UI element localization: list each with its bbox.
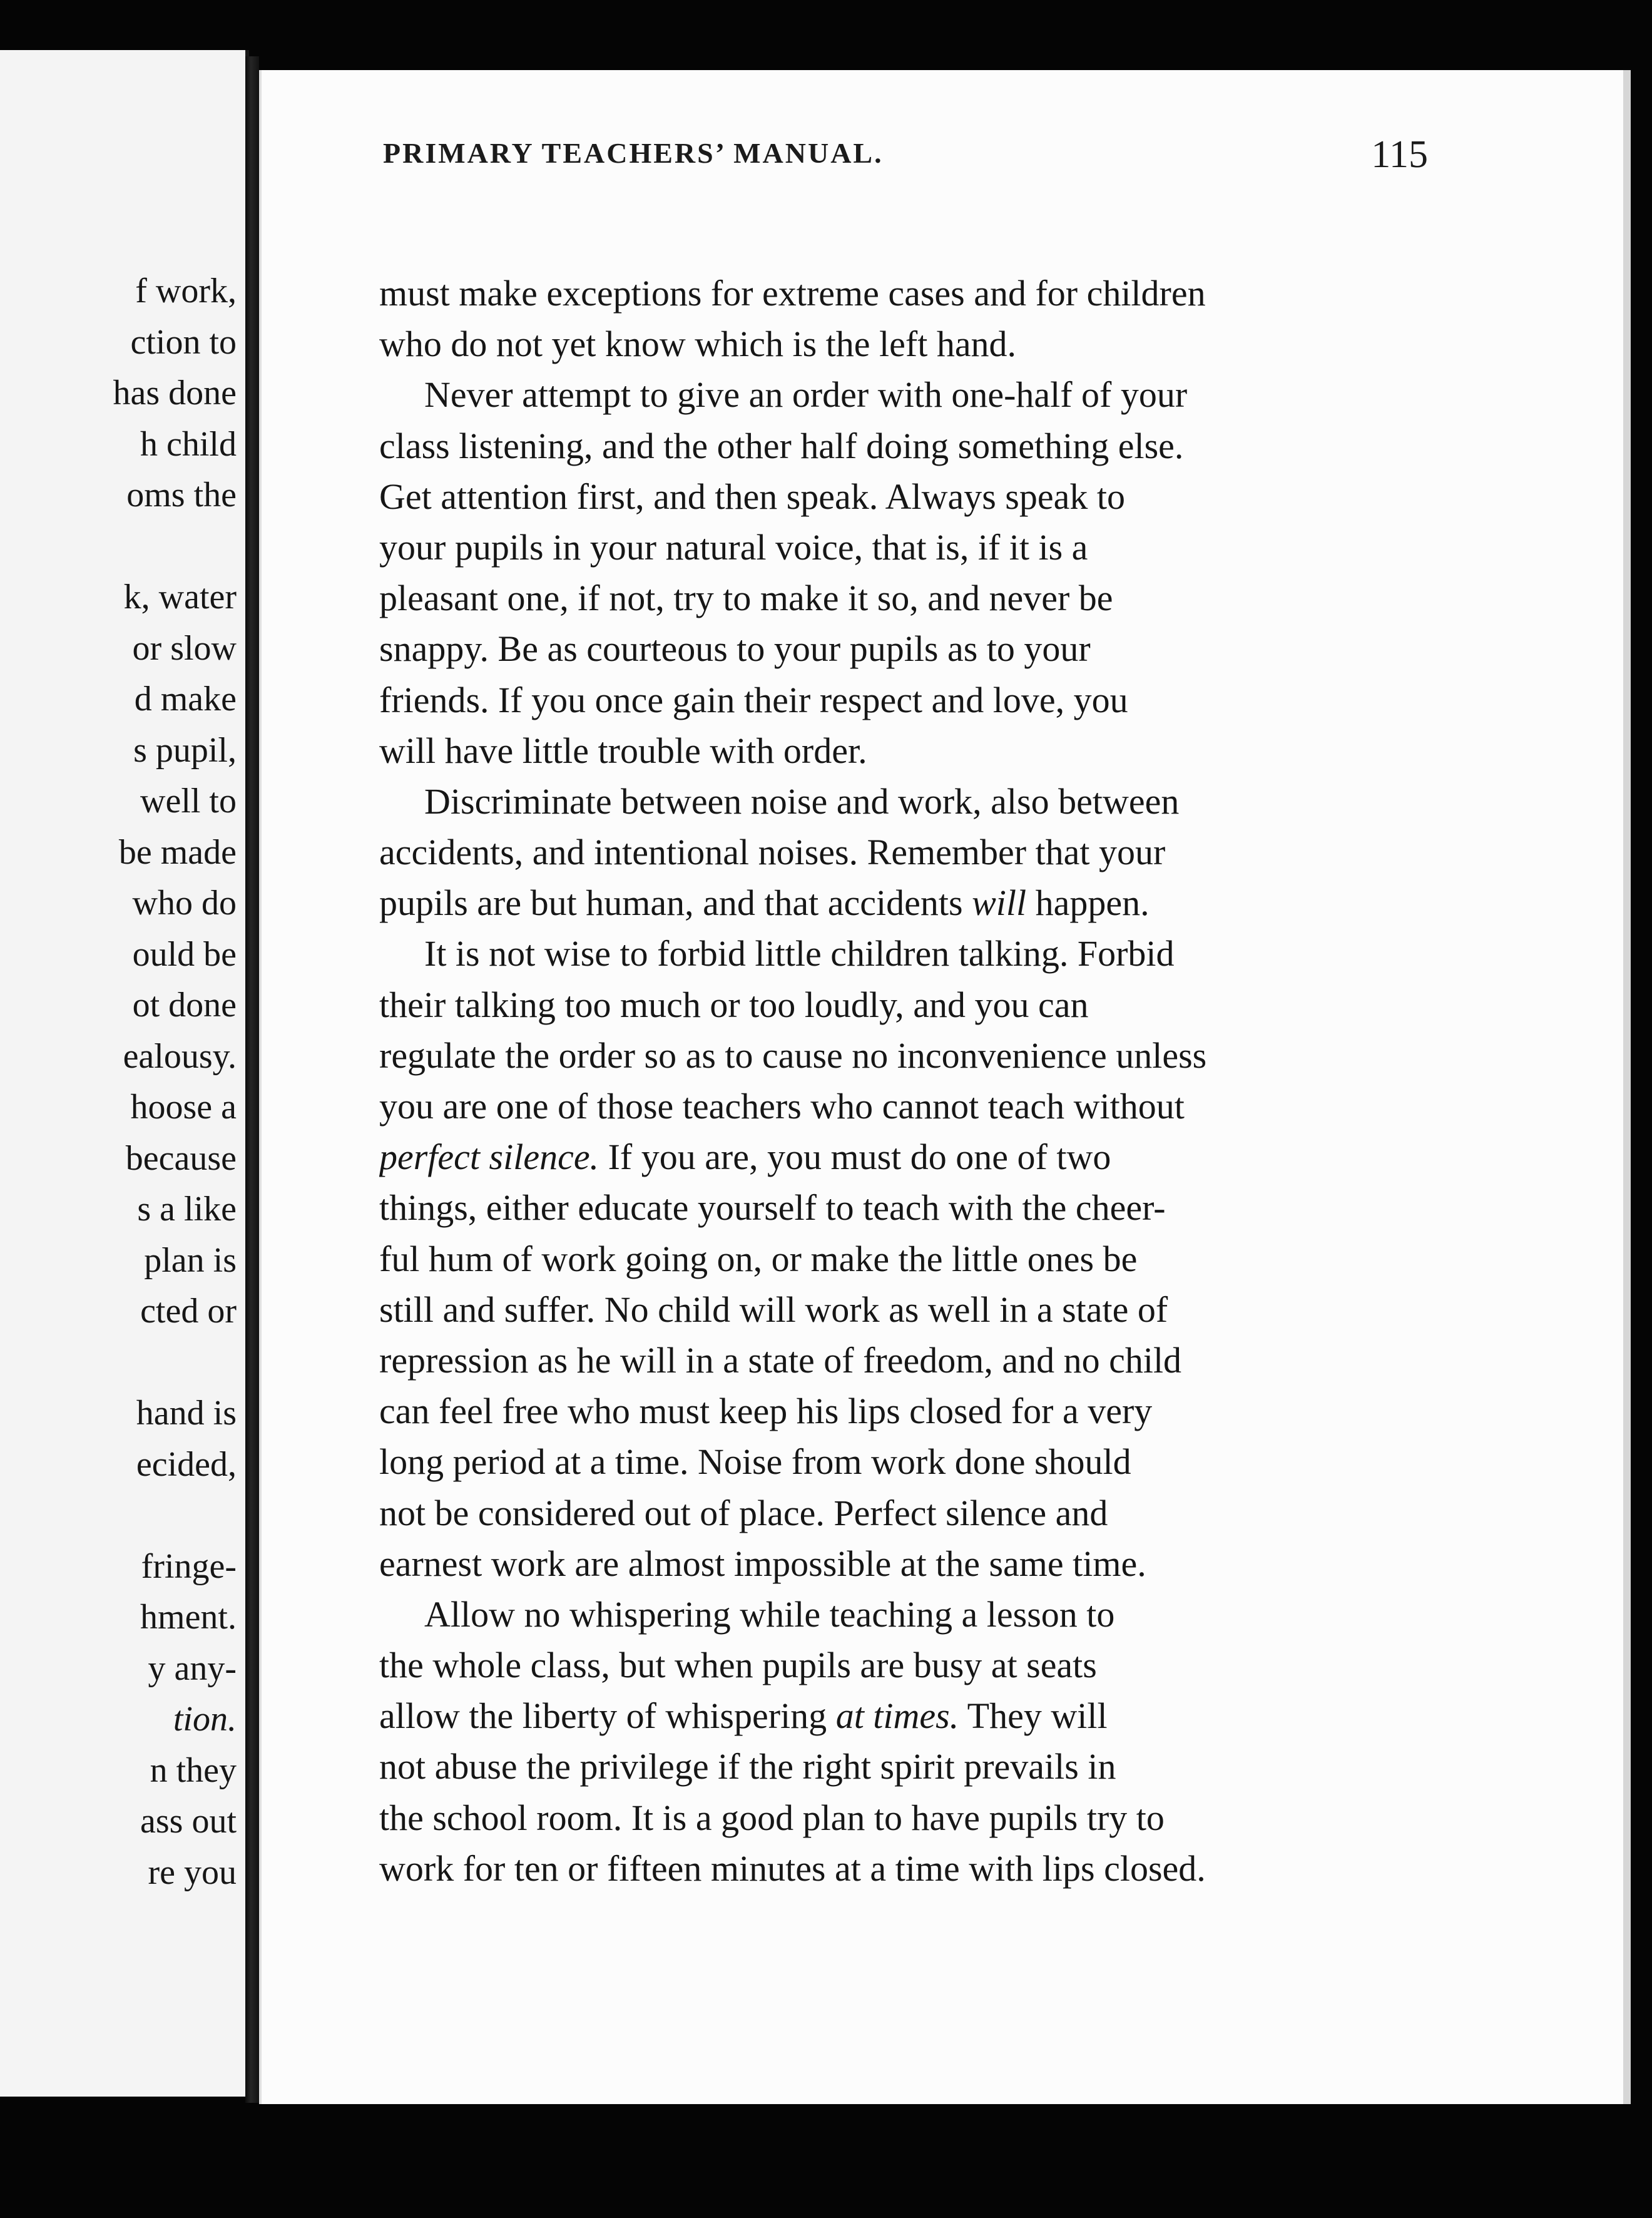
facing-page-line: well to bbox=[140, 782, 237, 820]
text-line bbox=[379, 827, 1421, 877]
running-head bbox=[383, 133, 1428, 189]
facing-page-line: ealousy. bbox=[123, 1036, 237, 1076]
text-line bbox=[379, 1690, 1421, 1741]
text-line bbox=[379, 1538, 1421, 1589]
facing-page-line: cted or bbox=[140, 1292, 237, 1331]
line-text: snappy. Be as courteous to your pupils as to your bbox=[379, 628, 1091, 670]
facing-page-left bbox=[0, 50, 249, 2097]
line-text: the school room. It is a good plan to have pupils try to bbox=[379, 1797, 1165, 1838]
text-line bbox=[379, 1081, 1421, 1132]
facing-page-line: h child bbox=[140, 424, 237, 464]
line-text: will have little trouble with order. bbox=[379, 730, 867, 771]
text-line bbox=[379, 1284, 1421, 1335]
line-text: can feel free who must keep his lips closed for a very bbox=[379, 1391, 1153, 1432]
italic-phrase: will bbox=[972, 882, 1027, 924]
line-text: repression as he will in a state of freedom, and no child bbox=[379, 1339, 1182, 1381]
facing-page-line: re you bbox=[148, 1853, 237, 1892]
line-text: Never attempt to give an order with one-half of your bbox=[424, 374, 1188, 416]
line-text: Get attention first, and then speak. Always speak to bbox=[379, 476, 1125, 517]
body-text bbox=[379, 268, 1421, 1894]
facing-page-line: or slow bbox=[132, 628, 237, 668]
line-text: earnest work are almost impossible at the same time. bbox=[379, 1543, 1146, 1584]
text-line bbox=[379, 421, 1421, 471]
italic-phrase: perfect silence. bbox=[379, 1137, 599, 1178]
italic-phrase: at times. bbox=[835, 1695, 959, 1737]
page-number: 115 bbox=[1371, 133, 1428, 176]
line-text: must make exceptions for extreme cases and for children bbox=[379, 273, 1206, 314]
text-line bbox=[379, 1436, 1421, 1487]
line-text: long period at a time. Noise from work done should bbox=[379, 1441, 1131, 1483]
line-text: allow the liberty of whispering bbox=[379, 1695, 827, 1737]
facing-page-line: ould be bbox=[132, 934, 237, 974]
text-line bbox=[379, 1741, 1421, 1792]
facing-page-line: d make bbox=[134, 680, 237, 718]
text-line bbox=[379, 1030, 1421, 1081]
facing-page-line: hment. bbox=[140, 1598, 237, 1637]
text-line bbox=[379, 675, 1421, 725]
facing-page-line: be made bbox=[118, 832, 237, 872]
text-line bbox=[379, 776, 1421, 827]
line-text-tail: They will bbox=[959, 1695, 1108, 1737]
text-line bbox=[379, 877, 1421, 928]
line-text: Allow no whispering while teaching a lesson to bbox=[424, 1593, 1115, 1635]
facing-page-line bbox=[0, 1337, 237, 1389]
facing-page-line bbox=[0, 521, 237, 573]
line-text: Discriminate between noise and work, also between bbox=[424, 780, 1180, 822]
facing-page-line: ction to bbox=[130, 322, 237, 362]
line-text: If you are, you must do one of two bbox=[599, 1137, 1111, 1178]
text-line bbox=[379, 1234, 1421, 1284]
facing-page-line: ot done bbox=[132, 986, 237, 1025]
text-line bbox=[379, 1640, 1421, 1690]
line-text: who do not yet know which is the left hand. bbox=[379, 324, 1017, 365]
facing-page-line: who do bbox=[132, 884, 237, 922]
line-text: things, either educate yourself to teach with the cheer- bbox=[379, 1187, 1166, 1229]
facing-page-line: oms the bbox=[126, 476, 237, 514]
text-line bbox=[379, 1488, 1421, 1538]
line-text: not be considered out of place. Perfect silence and bbox=[379, 1492, 1108, 1533]
facing-page-line: hand is bbox=[136, 1394, 237, 1433]
facing-page-line: k, water bbox=[123, 578, 237, 616]
text-line bbox=[379, 268, 1421, 319]
line-text: pupils are but human, and that accidents bbox=[379, 882, 963, 924]
text-line bbox=[379, 1182, 1421, 1233]
line-text: class listening, and the other half doing something else. bbox=[379, 425, 1184, 466]
text-line bbox=[379, 1335, 1421, 1386]
facing-page-line: f work, bbox=[135, 272, 237, 310]
text-line bbox=[379, 471, 1421, 522]
line-text-tail: happen. bbox=[1026, 882, 1150, 924]
facing-page-line: ass out bbox=[140, 1802, 237, 1841]
line-text: still and suffer. No child will work as well in a state of bbox=[379, 1289, 1168, 1330]
line-text: It is not wise to forbid little children talking. Forbid bbox=[424, 933, 1175, 974]
line-text: not abuse the privilege if the right spirit prevails in bbox=[379, 1746, 1116, 1787]
facing-page-line: has done bbox=[113, 374, 237, 412]
text-line bbox=[379, 369, 1421, 420]
text-line bbox=[379, 623, 1421, 674]
text-line bbox=[379, 1132, 1421, 1182]
line-text: ful hum of work going on, or make the little ones be bbox=[379, 1238, 1138, 1279]
line-text: your pupils in your natural voice, that is, if it is a bbox=[379, 526, 1088, 568]
facing-page-line: ecided, bbox=[136, 1444, 237, 1484]
text-line bbox=[379, 979, 1421, 1030]
facing-page-line: s a like bbox=[137, 1190, 237, 1229]
line-text: pleasant one, if not, try to make it so, and never be bbox=[379, 578, 1113, 619]
text-line bbox=[379, 725, 1421, 776]
line-text: accidents, and intentional noises. Remember that your bbox=[379, 832, 1166, 873]
text-line bbox=[379, 1589, 1421, 1640]
text-line bbox=[379, 1386, 1421, 1436]
facing-page-line: because bbox=[125, 1138, 237, 1178]
facing-page-line bbox=[0, 1490, 237, 1541]
facing-page-line: y any- bbox=[148, 1648, 237, 1688]
line-text: regulate the order so as to cause no inconvenience unless bbox=[379, 1035, 1207, 1076]
text-line bbox=[379, 522, 1421, 573]
book-gutter bbox=[245, 56, 259, 2103]
text-line bbox=[379, 319, 1421, 369]
running-title: PRIMARY TEACHERS’ MANUAL. bbox=[383, 137, 884, 169]
line-text: you are one of those teachers who cannot teach without bbox=[379, 1086, 1185, 1127]
line-text: their talking too much or too loudly, and you can bbox=[379, 984, 1089, 1025]
facing-page-line: plan is bbox=[144, 1240, 237, 1280]
line-text: work for ten or fifteen minutes at a time with lips closed. bbox=[379, 1847, 1206, 1889]
facing-page-text bbox=[0, 266, 237, 1898]
text-line bbox=[379, 1843, 1421, 1894]
text-line bbox=[379, 1792, 1421, 1843]
text-line bbox=[379, 928, 1421, 979]
facing-page-line: tion. bbox=[173, 1700, 237, 1739]
line-text: the whole class, but when pupils are busy at seats bbox=[379, 1645, 1097, 1686]
facing-page-line: s pupil, bbox=[133, 730, 237, 770]
facing-page-line: fringe- bbox=[141, 1546, 237, 1586]
facing-page-line: n they bbox=[150, 1750, 237, 1790]
facing-page-line: hoose a bbox=[130, 1088, 237, 1127]
text-line bbox=[379, 573, 1421, 623]
line-text: friends. If you once gain their respect and love, you bbox=[379, 679, 1128, 720]
